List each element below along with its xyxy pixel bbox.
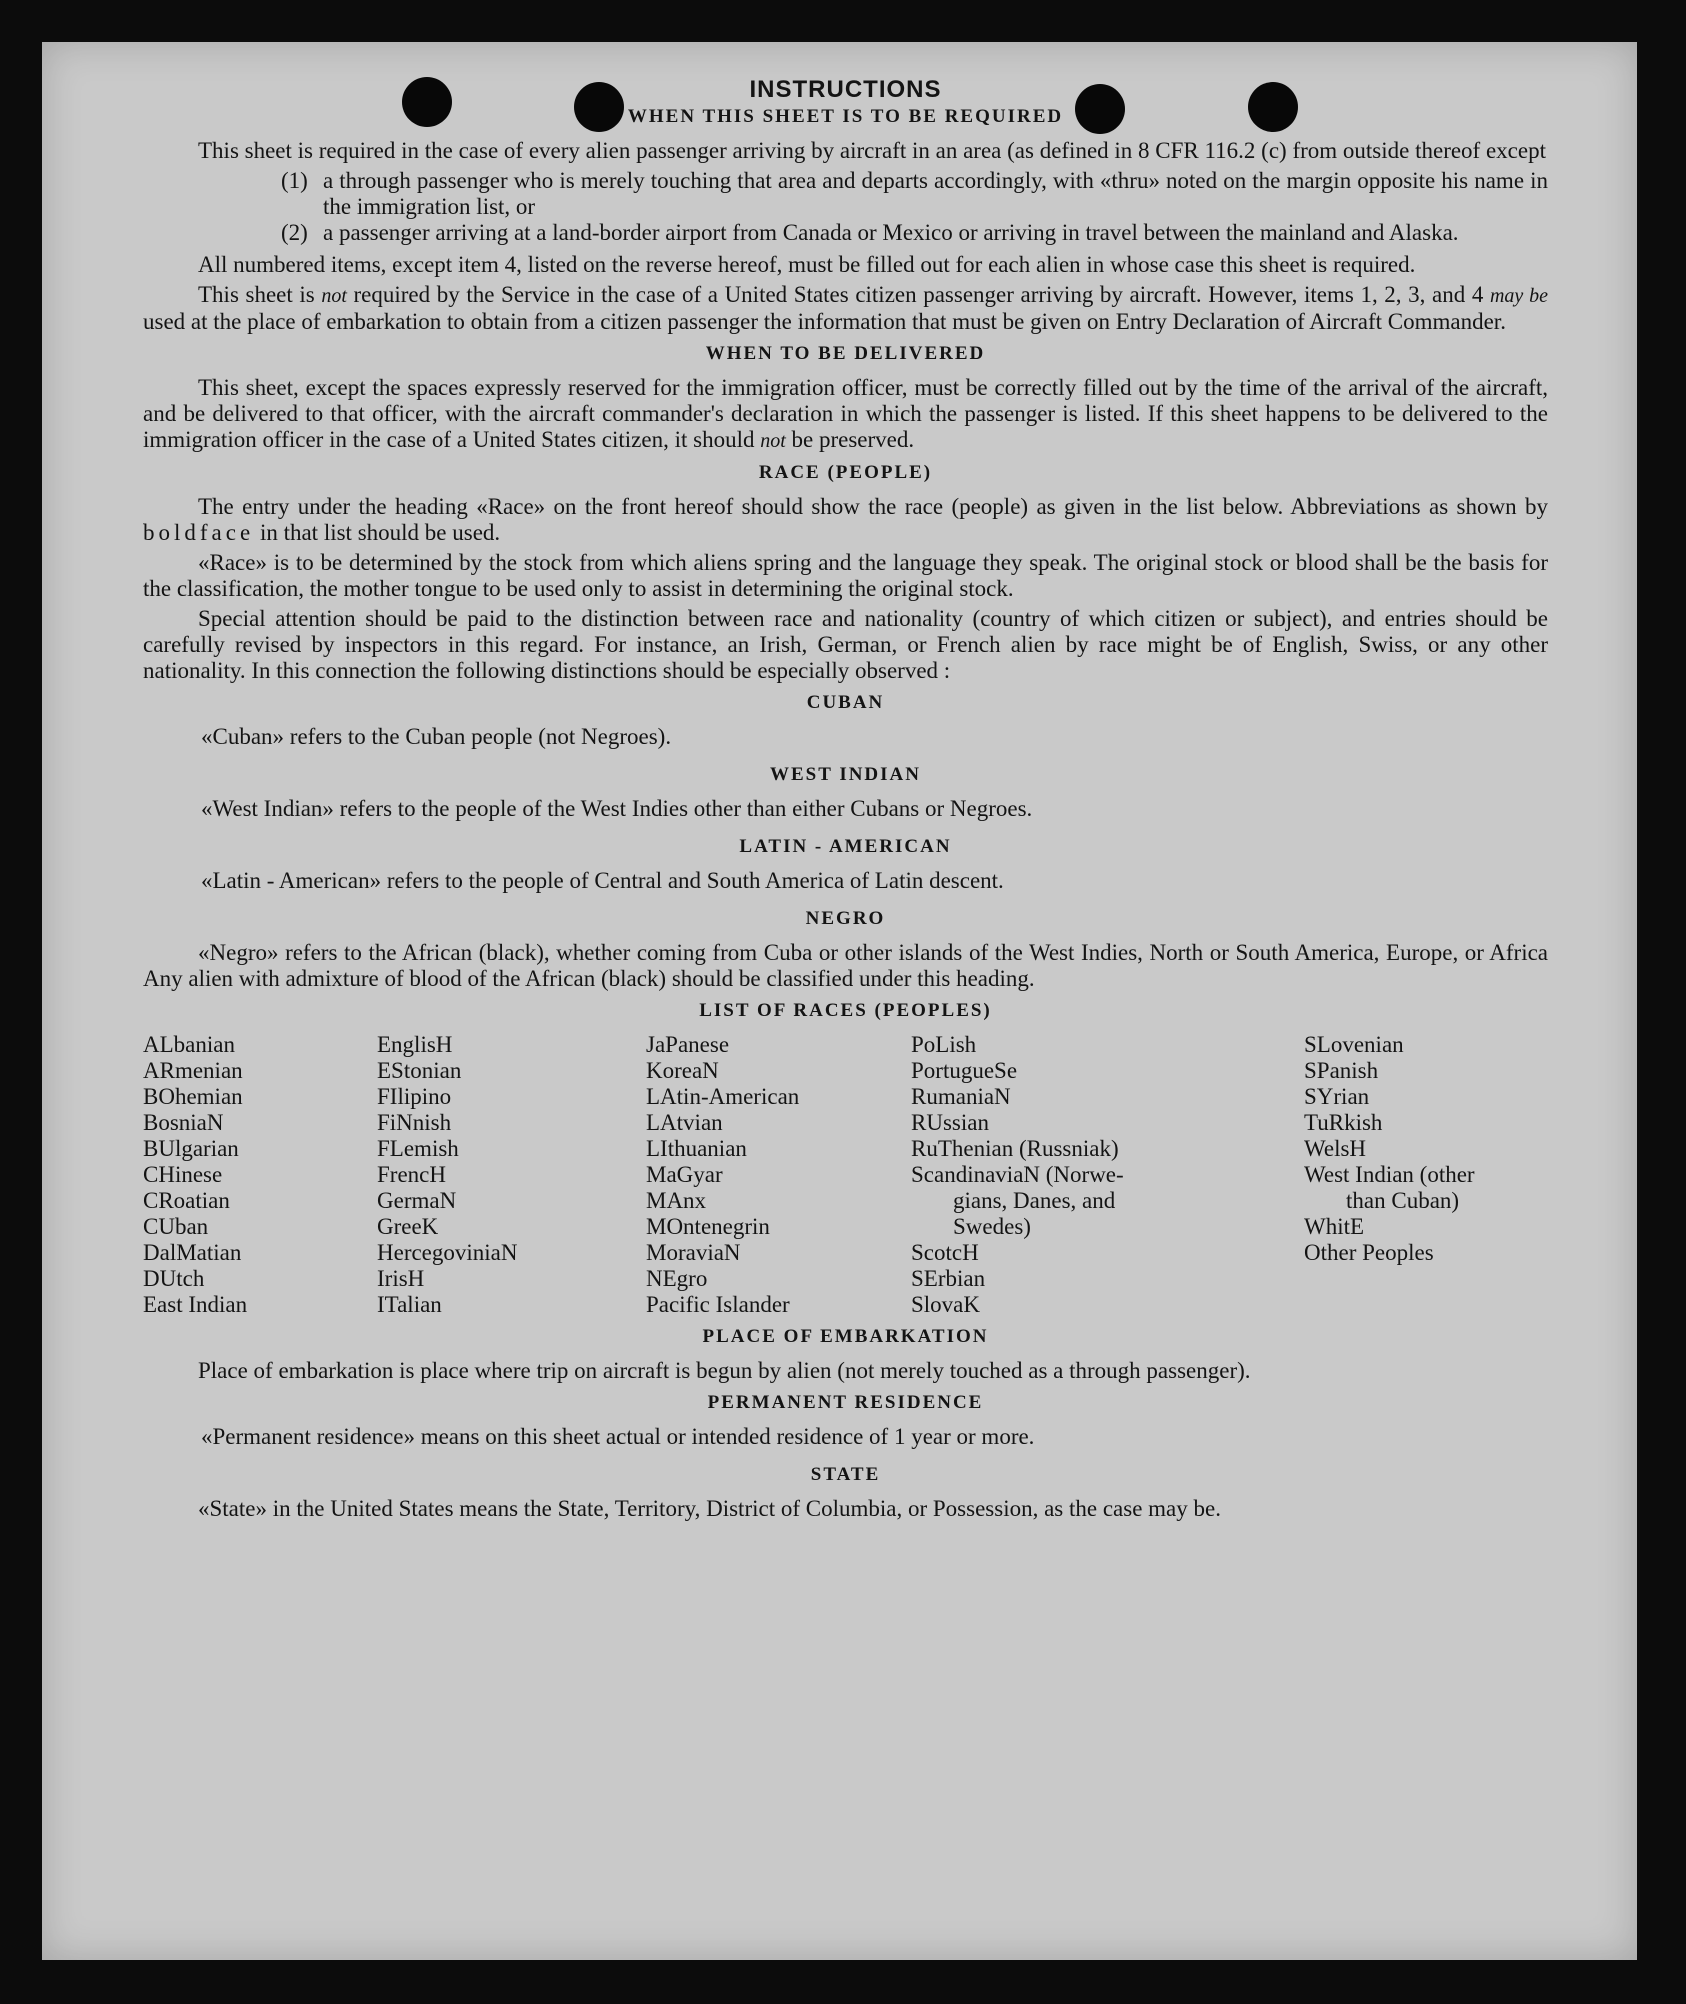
race-entry: DalMatian	[143, 1240, 242, 1265]
race-entry: MaGyar	[646, 1162, 723, 1187]
race-entry: IrisH	[377, 1266, 425, 1291]
race-entry: gians, Danes, and	[953, 1188, 1116, 1213]
required-intro: This sheet is required in the case of every alien passenger arriving by aircraft in an area (as defined in 8 CFR 116.2 (c) from outside thereof except	[198, 138, 1546, 163]
race-entry: FiNnish	[377, 1110, 452, 1135]
race-entry: LAtvian	[646, 1110, 723, 1135]
page-title: INSTRUCTIONS	[749, 76, 942, 103]
race-entry: Other Peoples	[1304, 1240, 1434, 1265]
citizen-paragraph: This sheet is not required by the Service in the case of a United States citizen passenger arriving by aircraft. However, items 1, 2, 3, and 4 may be used at the place of embarkation to obtain from a citizen passenger the information that must be given on Entry Declaration of Aircraft Commander.	[143, 282, 1548, 334]
race-entry: PoLish	[911, 1032, 977, 1057]
race-entry: RumaniaN	[911, 1084, 1011, 1109]
race-entry: KoreaN	[646, 1058, 719, 1083]
race-entry: BUlgarian	[143, 1136, 239, 1161]
race-entry: NEgro	[646, 1266, 708, 1291]
west-indian-definition: «West Indian» refers to the people of the West Indies other than either Cubans or Negroes.	[201, 796, 1033, 821]
heading-delivered: WHEN TO BE DELIVERED	[705, 343, 986, 364]
race-entry: ScandinaviaN (Norwe-	[911, 1162, 1124, 1187]
race-entry: PortugueSe	[911, 1058, 1018, 1083]
race-entry: SErbian	[911, 1266, 986, 1291]
heading-cuban: CUBAN	[806, 692, 885, 713]
race-entry: Pacific Islander	[646, 1292, 790, 1317]
heading-negro: NEGRO	[805, 908, 886, 929]
race-entry: MAnx	[646, 1188, 707, 1213]
exception-text: a passenger arriving at a land-border airport from Canada or Mexico or arriving in travel between the mainland and Alaska.	[323, 220, 1459, 245]
race-entry: LIthuanian	[646, 1136, 747, 1161]
race-entry: GermaN	[377, 1188, 457, 1213]
exceptions-list	[143, 168, 1548, 246]
race-entry: WhitE	[1304, 1214, 1365, 1239]
race-entry: SLovenian	[1304, 1032, 1404, 1057]
races-column	[377, 1032, 646, 1318]
race-entry: BOhemian	[143, 1084, 243, 1109]
race-paragraph: «Race» is to be determined by the stock from which aliens spring and the language they speak. The original stock or blood shall be the basis for the classification, the mother tongue to be used only to assist in determining the original stock.	[143, 550, 1548, 601]
races-column	[911, 1032, 1304, 1318]
heading-list-of-races: LIST OF RACES (PEOPLES)	[699, 1000, 992, 1021]
exception-text: a through passenger who is merely touching that area and departs accordingly, with «thru» noted on the margin opposite his name in the immigration list, or	[323, 168, 1548, 219]
exception-item	[281, 168, 1548, 220]
race-entry: SPanish	[1304, 1058, 1379, 1083]
race-entry: RuThenian (Russniak)	[911, 1136, 1119, 1161]
race-entry: HercegoviniaN	[377, 1240, 518, 1265]
heading-embarkation: PLACE OF EMBARKATION	[702, 1326, 989, 1347]
race-entry: SYrian	[1304, 1084, 1370, 1109]
race-entry: SlovaK	[911, 1292, 980, 1317]
race-entry: RUssian	[911, 1110, 989, 1135]
race-entry: WelsH	[1304, 1136, 1367, 1161]
race-entry: LAtin-American	[646, 1084, 800, 1109]
embarkation-definition: Place of embarkation is place where trip on aircraft is begun by alien (not merely touched as a through passenger).	[198, 1358, 1251, 1383]
negro-definition: «Negro» refers to the African (black), whether coming from Cuba or other islands of the West Indies, North or South America, Europe, or Africa Any alien with admixture of blood of the African (black) should be classified under this heading.	[143, 940, 1548, 991]
race-entry: CHinese	[143, 1162, 223, 1187]
heading-race: RACE (PEOPLE)	[758, 462, 933, 483]
race-entry: ScotcH	[911, 1240, 979, 1265]
delivered-paragraph: This sheet, except the spaces expressly reserved for the immigration officer, must be correctly filled out by the time of the arrival of the aircraft, and be delivered to that officer, with the aircraft commander's declaration in which the passenger is listed. If this sheet happens to be delivered to the immigration officer in the case of a United States citizen, it should not be preserved.	[143, 375, 1548, 452]
race-entry: TuRkish	[1304, 1110, 1383, 1135]
races-column	[143, 1032, 377, 1318]
race-entry: East Indian	[143, 1292, 248, 1317]
race-entry: DUtch	[143, 1266, 205, 1291]
race-entry: West Indian (other	[1304, 1162, 1475, 1187]
race-paragraph: The entry under the heading «Race» on the front hereof should show the race (people) as given in the list below. Abbreviations as shown by boldface in that list should be used.	[143, 494, 1548, 545]
cuban-definition: «Cuban» refers to the Cuban people (not Negroes).	[201, 724, 672, 749]
instructions-content	[143, 76, 1548, 1522]
race-entry: JaPanese	[646, 1032, 730, 1057]
state-definition: «State» in the United States means the State, Territory, District of Columbia, or Possession, as the case may be.	[198, 1496, 1221, 1521]
heading-latin-american: LATIN - AMERICAN	[739, 836, 952, 857]
race-entry: than Cuban)	[1346, 1188, 1460, 1213]
races-column	[1304, 1032, 1544, 1318]
race-entry: FLemish	[377, 1136, 459, 1161]
required-paragraph: All numbered items, except item 4, listed on the reverse hereof, must be filled out for each alien in whose case this sheet is required.	[198, 252, 1416, 277]
race-entry: GreeK	[377, 1214, 439, 1239]
race-paragraph: Special attention should be paid to the distinction between race and nationality (country of which citizen or subject), and entries should be carefully revised by inspectors in this regard. For instance, an Irish, German, or French alien by race might be of English, Swiss, or any other nationality. In this connection the following distinctions should be especially observed :	[143, 606, 1548, 683]
heading-state: STATE	[810, 1464, 881, 1485]
race-entry: ALbanian	[143, 1032, 235, 1057]
race-entry: MoraviaN	[646, 1240, 741, 1265]
race-entry: FIlipino	[377, 1084, 452, 1109]
race-entry: EnglisH	[377, 1032, 453, 1057]
exception-number: (2)	[281, 220, 308, 245]
latin-american-definition: «Latin - American» refers to the people of Central and South America of Latin descent.	[201, 868, 1004, 893]
race-entry: CRoatian	[143, 1188, 230, 1213]
race-entry: ARmenian	[143, 1058, 243, 1083]
race-entry: FrencH	[377, 1162, 446, 1187]
races-list	[143, 1032, 1548, 1318]
race-entry: BosniaN	[143, 1110, 224, 1135]
race-entry: ITalian	[377, 1292, 442, 1317]
race-entry: MOntenegrin	[646, 1214, 770, 1239]
exception-number: (1)	[281, 168, 308, 193]
races-column	[646, 1032, 911, 1318]
race-entry: EStonian	[377, 1058, 462, 1083]
residence-definition: «Permanent residence» means on this sheet actual or intended residence of 1 year or more.	[201, 1424, 1035, 1449]
race-entry: Swedes)	[953, 1214, 1031, 1239]
exception-item	[281, 220, 1548, 246]
heading-required: WHEN THIS SHEET IS TO BE REQUIRED	[627, 106, 1064, 127]
heading-residence: PERMANENT RESIDENCE	[707, 1392, 984, 1413]
heading-west-indian: WEST INDIAN	[770, 764, 921, 785]
race-entry: CUban	[143, 1214, 209, 1239]
